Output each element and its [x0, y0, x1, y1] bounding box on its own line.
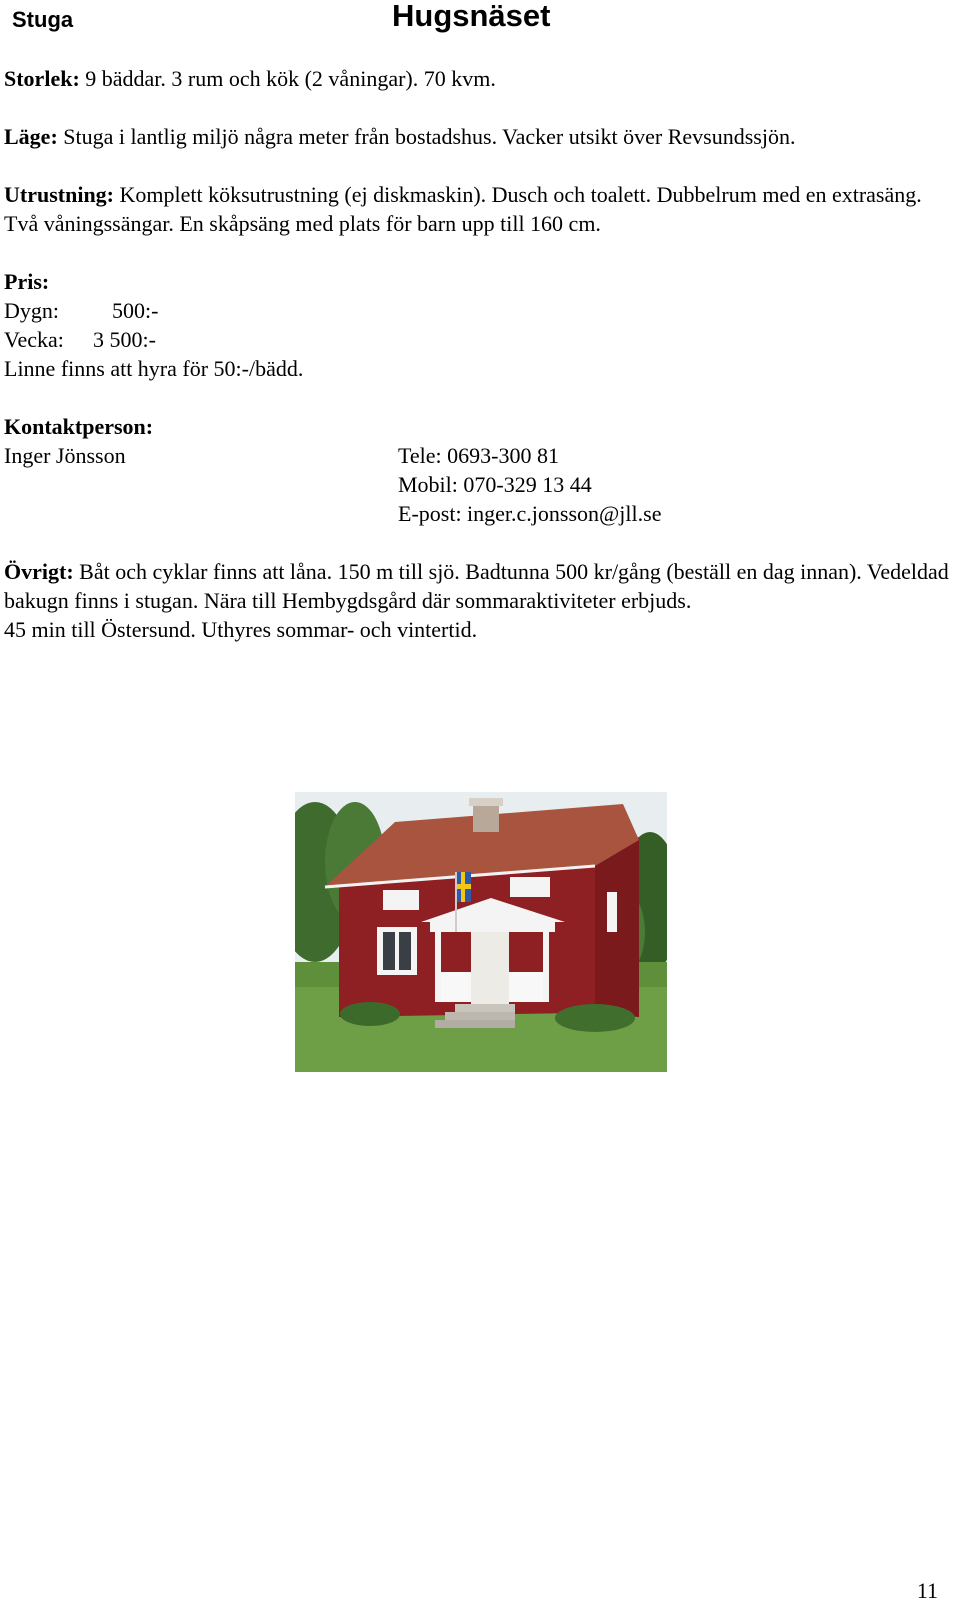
utrustning-text: Komplett köksutrustning (ej diskmaskin). Dusch och toalett. Dubbelrum med en extrasäng. Två våningssängar. En skåpsäng med plats för barn upp till 160 cm. [4, 182, 922, 236]
chimney [473, 802, 499, 832]
pris-label: Pris: [4, 269, 50, 294]
pris-section [4, 267, 954, 383]
utrustning-label: Utrustning: [4, 182, 115, 207]
lage-label: Läge: [4, 124, 58, 149]
storlek-text: 9 bäddar. 3 rum och kök (2 våningar). 70 kvm. [79, 66, 496, 91]
vecka-value: 3 500:- [93, 327, 156, 352]
contact-phone: Tele: 0693-300 81 [398, 443, 559, 468]
lage-text: Stuga i lantlig miljö några meter från bostadshus. Vacker utsikt över Revsundssjön. [57, 124, 796, 149]
kontakt-label: Kontaktperson: [4, 414, 154, 439]
cottage-photo [295, 792, 667, 1072]
page-number: 11 [916, 1578, 938, 1603]
storlek-paragraph [4, 64, 954, 93]
upper-window [383, 890, 419, 910]
ovrigt-text: Båt och cyklar finns att låna. 150 m till sjö. Badtunna 500 kr/gång (beställ en dag innan). Vedeldad bakugn finns i stugan. Nära till Hembygdsgård där sommaraktiviteter erbjuds. [4, 559, 949, 613]
kontakt-section [4, 412, 954, 528]
contact-email: E-post: inger.c.jonsson@jll.se [398, 501, 662, 526]
vecka-row [4, 325, 954, 354]
linne-text: Linne finns att hyra för 50:-/bädd. [4, 356, 304, 381]
utrustning-paragraph [4, 180, 954, 238]
front-door [471, 932, 509, 1004]
ovrigt-section [4, 557, 954, 644]
ovrigt-label: Övrigt: [4, 559, 74, 584]
steps [455, 1004, 515, 1012]
vecka-key: Vecka: [4, 327, 64, 352]
contact-block [4, 441, 954, 528]
dygn-key: Dygn: [4, 298, 59, 323]
contact-details [398, 441, 661, 528]
storlek-label: Storlek: [4, 66, 80, 91]
dygn-row [4, 296, 954, 325]
document-body [4, 64, 954, 644]
ovrigt-extra: 45 min till Östersund. Uthyres sommar- och vintertid. [4, 617, 478, 642]
dygn-value: 500:- [112, 298, 159, 323]
category-label: Stuga [12, 7, 74, 32]
page-header [0, 0, 960, 40]
contact-mobile: Mobil: 070-329 13 44 [398, 472, 592, 497]
contact-name: Inger Jönsson [4, 443, 126, 468]
page-title: Hugsnäset [392, 0, 551, 33]
porch-railing [441, 972, 471, 1002]
lage-paragraph [4, 122, 954, 151]
ovrigt-paragraph [4, 557, 954, 615]
